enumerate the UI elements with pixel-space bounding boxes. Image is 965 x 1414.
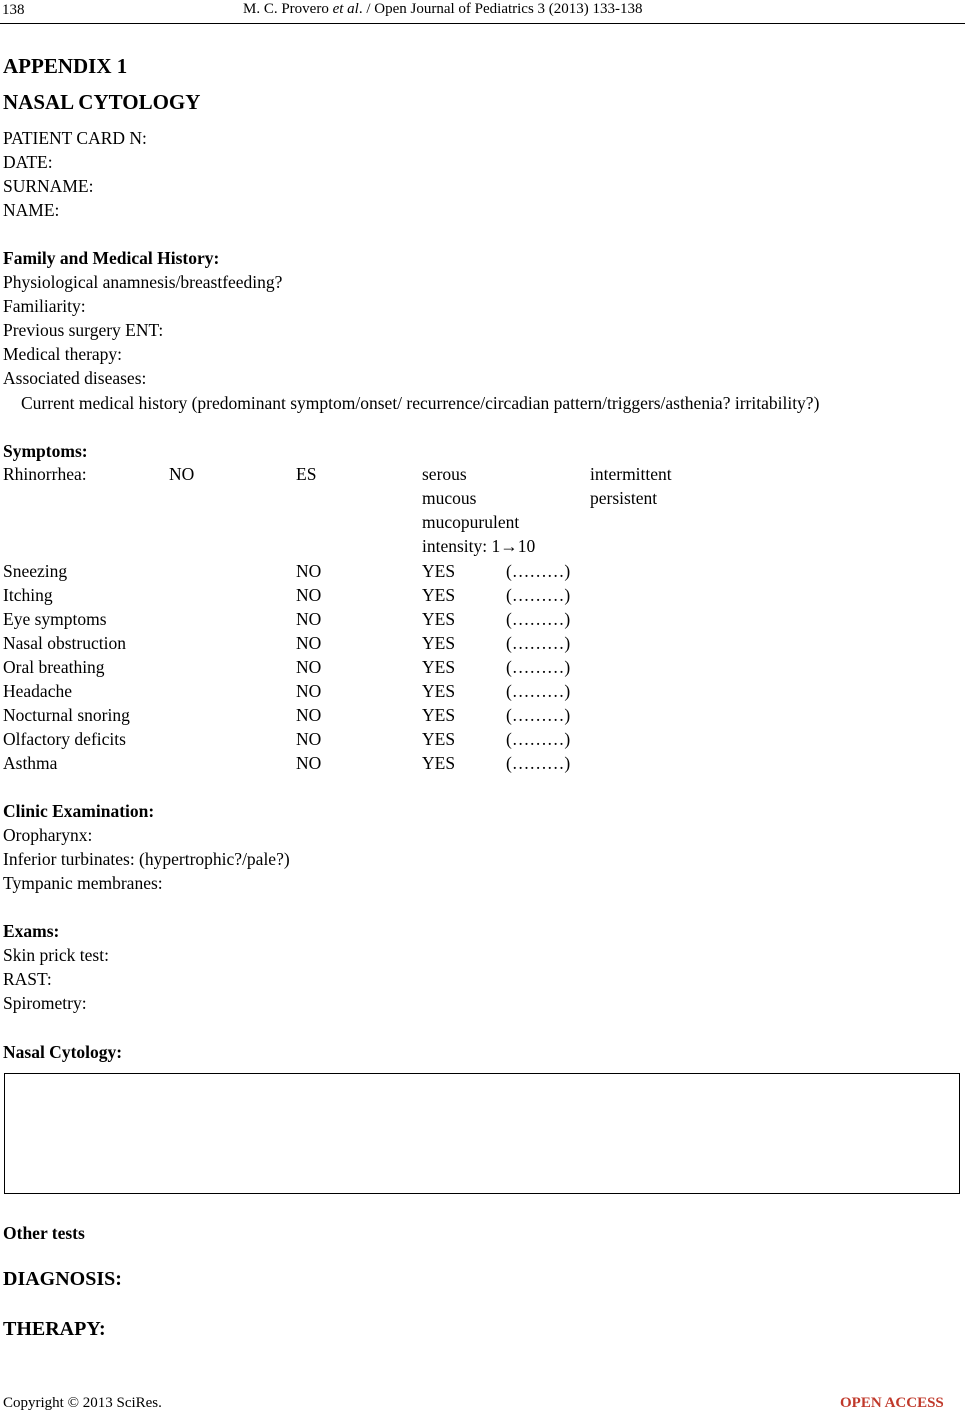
symptom-label: Oral breathing <box>3 657 105 677</box>
symptom-yes: YES <box>422 609 456 629</box>
rhinorrhea-no: NO <box>169 464 195 484</box>
symptom-blank: (………) <box>506 729 571 749</box>
other-tests-heading: Other tests <box>3 1223 85 1243</box>
exam-item: Skin prick test: <box>3 945 109 965</box>
name-field: NAME: <box>3 200 60 220</box>
symptom-blank: (………) <box>506 705 571 725</box>
nasal-cytology-box <box>4 1073 960 1194</box>
page-number: 138 <box>2 2 25 18</box>
exam-item: RAST: <box>3 969 52 989</box>
symptoms-heading: Symptoms: <box>3 441 88 461</box>
symptom-yes: YES <box>422 633 456 653</box>
history-item: Previous surgery ENT: <box>3 320 164 340</box>
symptom-blank: (………) <box>506 585 571 605</box>
symptom-label: Nocturnal snoring <box>3 705 130 725</box>
surname-field: SURNAME: <box>3 176 94 196</box>
symptom-no: NO <box>296 561 322 581</box>
symptom-label: Sneezing <box>3 561 68 581</box>
clinic-item: Tympanic membranes: <box>3 873 163 893</box>
symptom-blank: (………) <box>506 753 571 773</box>
symptom-blank: (………) <box>506 609 571 629</box>
symptom-yes: YES <box>422 657 456 677</box>
header-authors: M. C. Provero <box>243 1 329 17</box>
rhinorrhea-intensity: intensity: 1→10 <box>422 536 536 556</box>
open-access-badge: OPEN ACCESS <box>840 1395 944 1411</box>
header-citation: . / Open Journal of Pediatrics 3 (2013) 133-138 <box>358 1 643 17</box>
symptom-blank: (………) <box>506 681 571 701</box>
history-item: Physiological anamnesis/breastfeeding? <box>3 272 283 292</box>
symptom-no: NO <box>296 729 322 749</box>
symptom-blank: (………) <box>506 657 571 677</box>
header-rule <box>0 23 965 24</box>
history-item: Associated diseases: <box>3 368 147 388</box>
symptom-yes: YES <box>422 585 456 605</box>
symptom-blank: (………) <box>506 633 571 653</box>
rhinorrhea-pattern: persistent <box>590 488 658 508</box>
symptom-label: Asthma <box>3 753 58 773</box>
patient-card-field: PATIENT CARD N: <box>3 128 147 148</box>
rhinorrhea-type: serous <box>422 464 467 484</box>
rhinorrhea-type: mucopurulent <box>422 512 520 532</box>
therapy-heading: THERAPY: <box>3 1318 106 1340</box>
symptom-yes: YES <box>422 705 456 725</box>
current-history: Current medical history (predominant symptom/onset/ recurrence/circadian pattern/triggers/asthenia? irritability?) <box>21 393 820 413</box>
clinic-item: Inferior turbinates: (hypertrophic?/pale?) <box>3 849 290 869</box>
running-header <box>243 1 643 18</box>
copyright: Copyright © 2013 SciRes. <box>3 1395 162 1411</box>
symptom-label: Itching <box>3 585 53 605</box>
history-item: Familiarity: <box>3 296 86 316</box>
symptom-no: NO <box>296 657 322 677</box>
symptom-yes: YES <box>422 753 456 773</box>
rhinorrhea-pattern: intermittent <box>590 464 672 484</box>
symptom-label: Nasal obstruction <box>3 633 126 653</box>
header-et-al: et al <box>332 1 359 17</box>
symptom-blank: (………) <box>506 561 571 581</box>
symptom-label: Eye symptoms <box>3 609 107 629</box>
history-heading: Family and Medical History: <box>3 248 220 268</box>
symptom-yes: YES <box>422 561 456 581</box>
symptom-no: NO <box>296 681 322 701</box>
nasal-cytology-heading: Nasal Cytology: <box>3 1042 123 1062</box>
symptom-yes: YES <box>422 729 456 749</box>
symptom-label: Headache <box>3 681 72 701</box>
date-field: DATE: <box>3 152 53 172</box>
symptom-no: NO <box>296 585 322 605</box>
symptom-no: NO <box>296 633 322 653</box>
exam-item: Spirometry: <box>3 993 87 1013</box>
symptom-yes: YES <box>422 681 456 701</box>
symptom-no: NO <box>296 753 322 773</box>
clinic-heading: Clinic Examination: <box>3 801 155 821</box>
symptom-label: Olfactory deficits <box>3 729 126 749</box>
history-item: Medical therapy: <box>3 344 123 364</box>
rhinorrhea-type: mucous <box>422 488 477 508</box>
rhinorrhea-label: Rhinorrhea: <box>3 464 87 484</box>
appendix-title: APPENDIX 1 <box>3 54 128 78</box>
form-title: NASAL CYTOLOGY <box>3 90 201 114</box>
clinic-item: Oropharynx: <box>3 825 93 845</box>
symptom-no: NO <box>296 705 322 725</box>
rhinorrhea-es: ES <box>296 464 317 484</box>
diagnosis-heading: DIAGNOSIS: <box>3 1268 122 1290</box>
symptom-no: NO <box>296 609 322 629</box>
exams-heading: Exams: <box>3 921 60 941</box>
